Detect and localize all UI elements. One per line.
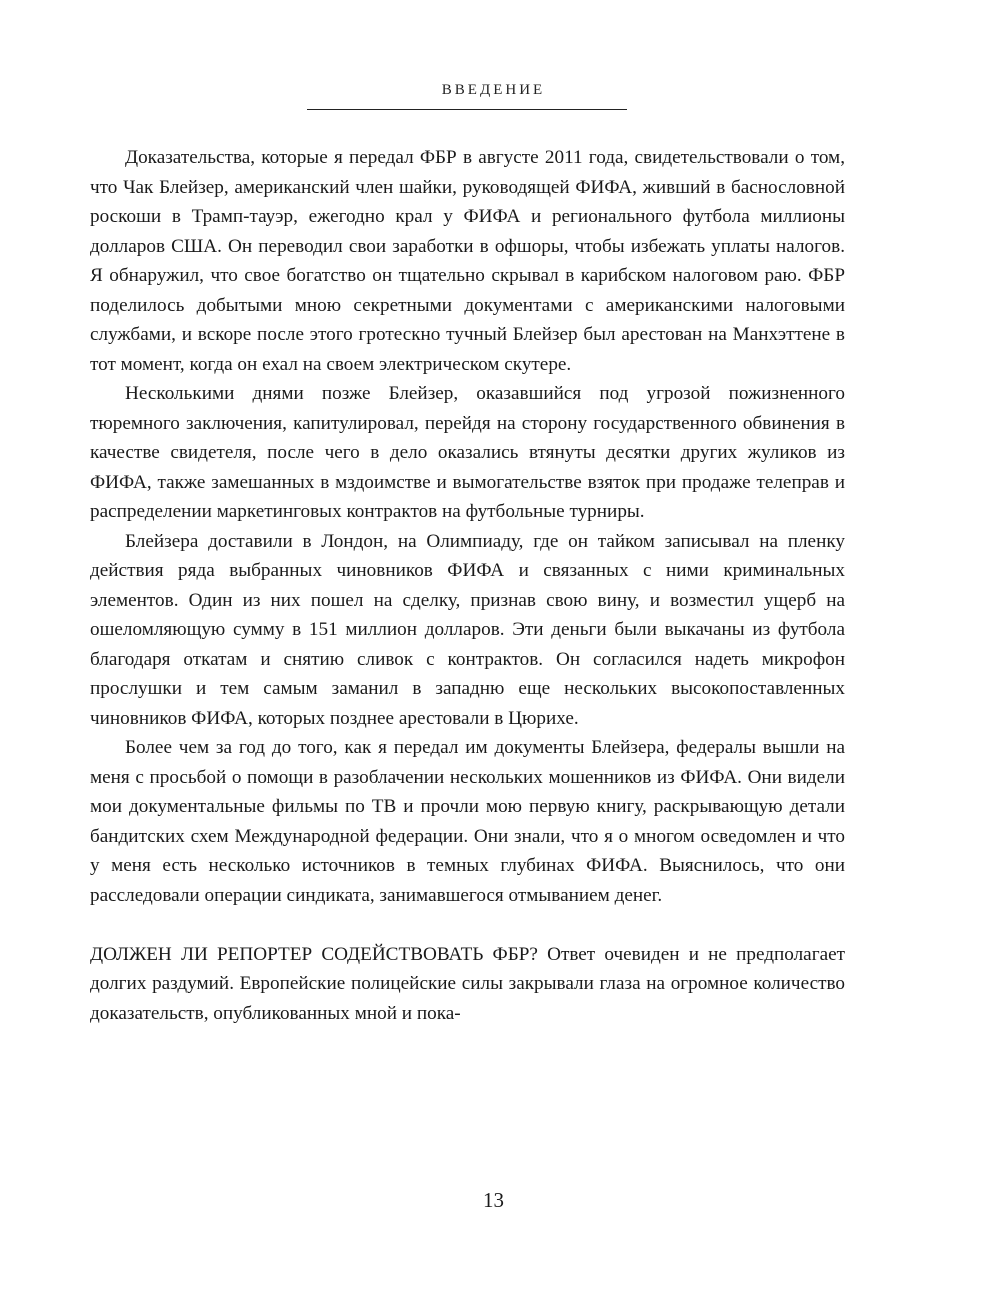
paragraph-1: Доказательства, которые я передал ФБР в августе 2011 года, свидетельствовали о том, что Чак Блейзер, американский член шайки, руководящей ФИФА, живший в баснословной роскоши в Трамп-тауэр, ежегодно крал у ФИФА и регионального футбола миллионы долларов США. Он переводил свои заработки в офшоры, чтобы избежать уплаты налогов. Я обнаружил, что свое богатство он тщательно скрывал в карибском налоговом раю. ФБР поделилось добытыми мною секретными документами с американскими налоговыми службами, и вскоре после этого гротескно тучный Блейзер был арестован на Манхэттене в тот момент, когда он ехал на своем электрическом скутере.	[90, 147, 845, 375]
header-rule	[307, 109, 627, 110]
body-text	[90, 143, 845, 1028]
section-break	[90, 910, 845, 940]
paragraph-4: Более чем за год до того, как я передал им документы Блейзера, федералы вышли на меня с просьбой о помощи в разоблачении нескольких мошенников из ФИФА. Они видели мои документальные фильмы по ТВ и прочли мою первую книгу, раскрывающую детали бандитских схем Международной федерации. Они знали, что я о многом осведомлен и что у меня есть несколько источников в темных глубинах ФИФА. Выяснилось, что они расследовали операции синдиката, занимавшегося отмыванием денег.	[90, 737, 845, 906]
paragraph-3: Блейзера доставили в Лондон, на Олимпиаду, где он тайком записывал на пленку действия ряда выбранных чиновников ФИФА и связанных с ними криминальных элементов. Один из них пошел на сделку, признав свою вину, и возместил ущерб на ошеломляющую сумму в 151 миллион долларов. Эти деньги были выкачаны из футбола благодаря откатам и снятию сливок с контрактов. Он согласился надеть микрофон прослушки и тем самым заманил в западню еще нескольких высокопоставленных чиновников ФИФА, которых позднее арестовали в Цюрихе.	[90, 530, 845, 729]
page-number: 13	[483, 1188, 504, 1212]
paragraph-2: Несколькими днями позже Блейзер, оказавшийся под угрозой пожизненного тюремного заключения, капитулировал, перейдя на сторону государственного обвинения в качестве свидетеля, после чего в дело оказались втянуты десятки других жуликов из ФИФА, также замешанных в мздоимстве и вымогательстве взяток при продаже телеправ и распределении маркетинговых контрактов на футбольные турниры.	[90, 383, 845, 522]
section-opening-paragraph: ДОЛЖЕН ЛИ РЕПОРТЕР СОДЕЙСТВОВАТЬ ФБР? Ответ очевиден и не предполагает долгих раздумий. Европейские полицейские силы закрывали глаза на огромное количество доказательств, опубликованных мной и пока-	[90, 943, 845, 1024]
running-head: ВВЕДЕНИЕ	[441, 82, 546, 98]
